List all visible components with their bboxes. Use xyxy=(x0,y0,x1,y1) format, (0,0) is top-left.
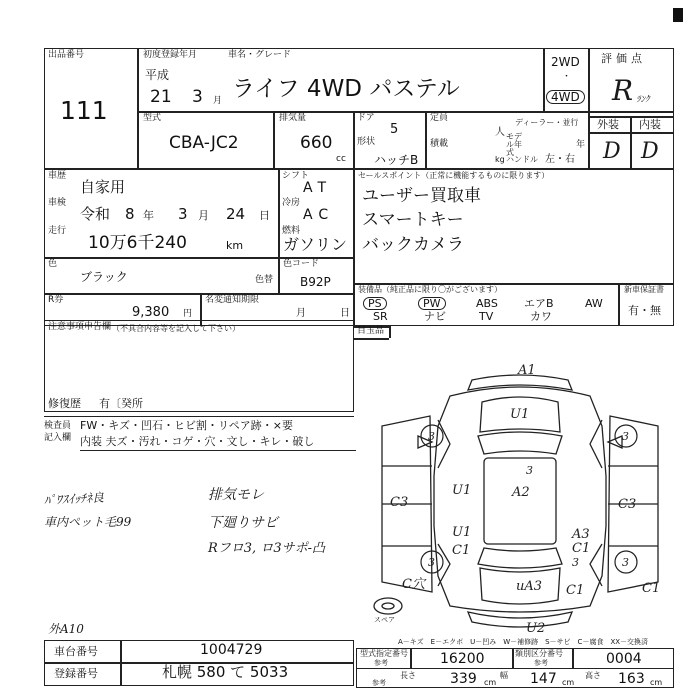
shaken-day-unit: 日 xyxy=(259,209,270,222)
disp-value: 660 xyxy=(300,133,333,153)
type-cert-sub: 参考 xyxy=(374,659,388,667)
fuel-value: ガソリン xyxy=(283,235,348,254)
mark-c3-right: C3 xyxy=(618,497,637,512)
hand-note-left-2: 車内ペット毛99 xyxy=(44,515,132,529)
mark-c1-bottom: C1 xyxy=(566,583,585,598)
shaken-era: 令和 xyxy=(80,205,111,223)
sales-points-label: セールスポイント（正常に機能するものに限ります） xyxy=(358,171,550,180)
shaken-year-unit: 年 xyxy=(143,209,154,222)
capacity-label: 定員 xyxy=(430,113,449,123)
shift-label: シフト xyxy=(282,171,310,181)
recycle-unit: 円 xyxy=(183,309,193,319)
reg-value: 札幌 580 て 5033 xyxy=(162,663,289,681)
color-label: 色 xyxy=(48,259,58,269)
mark-u1-hood: U1 xyxy=(510,407,530,422)
warranty-value: 有・無 xyxy=(628,304,661,317)
drive-dot: ・ xyxy=(562,72,572,82)
mark-3-rl: 3 xyxy=(428,556,435,569)
model-year-unit: 年 xyxy=(576,140,586,150)
sales-point-2: スマートキー xyxy=(362,210,464,230)
notes-frame xyxy=(44,320,354,412)
warranty-label: 新車保証書 xyxy=(624,285,664,294)
ac-value: AC xyxy=(303,207,335,223)
recycle-label: R券 xyxy=(48,295,64,305)
fuel-label: 燃料 xyxy=(282,226,301,236)
repair-value: 有〔癸所 xyxy=(99,397,143,410)
disp-unit: cc xyxy=(336,154,346,164)
sales-point-1: ユーザー買取車 xyxy=(362,186,481,206)
capacity-unit: 人 xyxy=(495,127,505,138)
roof xyxy=(484,458,556,544)
rear-window xyxy=(478,548,562,568)
type-cert-value: 16200 xyxy=(440,651,485,667)
shift-value: AT xyxy=(303,180,333,196)
eval-label: 評価点 xyxy=(601,52,646,65)
load-label: 積載 xyxy=(430,139,449,149)
dim-sub: 参考 xyxy=(372,679,386,687)
windshield xyxy=(478,432,562,454)
first-reg-label: 初度登録年月 xyxy=(143,50,198,60)
rear-bumper xyxy=(468,612,572,627)
mark-3-front-b: 3 xyxy=(526,464,533,477)
mark-c3-left: C3 xyxy=(390,495,409,510)
month-unit: 月 xyxy=(213,96,223,106)
equip-sr: SR xyxy=(373,310,388,323)
mark-3-rr: 3 xyxy=(622,556,629,569)
interior-label: 内装 xyxy=(639,118,661,131)
length-value: 339 xyxy=(450,671,477,687)
model-year-label: モデル年式 xyxy=(506,132,522,157)
first-reg-month: 3 xyxy=(192,87,203,107)
type-value: CBA-JC2 xyxy=(169,133,239,153)
spare-tire xyxy=(374,598,402,614)
color-value: ブラック xyxy=(80,270,128,284)
handle-value: 左・右 xyxy=(545,154,575,165)
color-change-label: 色替 xyxy=(255,275,274,285)
height-unit: cm xyxy=(650,678,663,687)
mark-3-fl: 3 xyxy=(428,430,435,443)
shaken-month-unit: 月 xyxy=(198,209,209,222)
equip-airbag: エアB xyxy=(524,297,554,310)
mark-a3: A3 xyxy=(572,527,590,542)
chassis-value: 1004729 xyxy=(200,642,263,658)
exterior-grade: D xyxy=(603,139,621,164)
notice-month: 月 xyxy=(296,308,306,319)
exterior-label: 外装 xyxy=(597,118,619,131)
type-cert-label: 型式指定番号 xyxy=(360,649,408,658)
equip-pw: PW xyxy=(418,297,446,310)
shape-label: 形状 xyxy=(357,137,376,147)
equip-ps: PS xyxy=(363,297,387,310)
mark-u1-left: U1 xyxy=(452,483,472,498)
class-value: 0004 xyxy=(606,651,642,667)
shaken-day: 24 xyxy=(226,205,246,223)
hand-stamp: 外A10 xyxy=(48,622,84,636)
first-reg-year: 21 xyxy=(150,87,172,107)
eval-sub: ﾗﾝｸ xyxy=(636,95,650,105)
mark-c1-left: C1 xyxy=(452,543,471,558)
lot-label: 出品番号 xyxy=(48,50,85,60)
mark-3-rear-b: 3 xyxy=(572,556,579,569)
shaken-month: 3 xyxy=(178,205,188,223)
width-value: 147 xyxy=(530,671,557,687)
shaken-year: 8 xyxy=(125,205,135,223)
era: 平成 xyxy=(145,68,170,82)
chassis-label: 車台番号 xyxy=(54,645,98,658)
mark-a1: A1 xyxy=(518,363,536,378)
disp-label: 排気量 xyxy=(279,113,307,123)
hand-note-right-1: 排気モレ xyxy=(208,487,264,503)
sales-point-3: バックカメラ xyxy=(362,235,464,255)
doors-value: 5 xyxy=(390,122,399,137)
history-value: 自家用 xyxy=(80,178,126,196)
mark-spare: スペア xyxy=(374,616,395,624)
class-sub: 参考 xyxy=(534,659,548,667)
model-name: ライフ 4WD パステル xyxy=(232,76,460,102)
equip-navi: ナビ xyxy=(424,310,446,323)
mark-c-hole: C穴 xyxy=(402,577,425,592)
reg-label: 登録番号 xyxy=(54,667,98,680)
doors-label: ドア xyxy=(357,113,375,123)
recycle-value: 9,380 xyxy=(132,305,170,320)
hand-note-left-1: ﾊﾟﾜｽｲｯﾁﾈ良 xyxy=(43,490,105,508)
mark-u1-lower: U1 xyxy=(452,525,472,540)
class-label: 類別区分番号 xyxy=(515,649,563,658)
check-label: 検査員 xyxy=(44,421,72,431)
height-label: 高さ xyxy=(585,671,601,680)
notice-day: 日 xyxy=(340,308,350,319)
eval-score: R xyxy=(612,74,634,107)
handle-label: ハンドル xyxy=(506,155,538,164)
mileage-unit: km xyxy=(226,239,244,252)
width-label: 幅 xyxy=(500,671,508,680)
repair-label: 修復歴 xyxy=(48,397,81,410)
type-label: 型式 xyxy=(143,113,162,123)
mark-c1-right: C1 xyxy=(572,541,591,556)
mark-3-fr: 3 xyxy=(622,430,629,443)
eye-label: 目玉品 xyxy=(357,326,385,336)
notes-sub-label: （不具合内容等を記入して下さい） xyxy=(112,324,240,333)
interior-grade: D xyxy=(641,139,659,164)
lot-number: 111 xyxy=(60,96,108,125)
color-code-value: B92P xyxy=(300,275,331,289)
hand-note-right-3: Rフロ3, ロ3サポ-凸 xyxy=(208,541,325,556)
width-unit: cm xyxy=(562,678,575,687)
equip-aw: AW xyxy=(585,297,603,310)
diagram-legend: A－キズ E－エクボ U－凹み W－補修跡 S－サビ C－腐食 XX－交換済 xyxy=(398,638,649,646)
load-unit: kg xyxy=(495,155,505,164)
mark-ua3: uA3 xyxy=(516,579,543,594)
dealer-label: ディーラー・並行 xyxy=(515,118,579,127)
length-label: 長さ xyxy=(400,671,416,680)
mileage-value: 10万6千240 xyxy=(88,233,187,253)
notice-label: 名変通知期限 xyxy=(205,295,260,305)
equipment-label: 装備品（純正品に限り〇がございます） xyxy=(358,285,502,294)
color-code-label: 色コード xyxy=(283,259,320,269)
shape-value: ハッチB xyxy=(374,153,419,167)
check-row-2: 内装 夫ズ・汚れ・コゲ・穴・文し・キレ・破し xyxy=(80,435,315,448)
history-label: 車歴 xyxy=(48,171,67,181)
mark-c1-far: C1 xyxy=(642,581,661,596)
shaken-label: 車検 xyxy=(48,198,67,208)
height-value: 163 xyxy=(618,671,645,687)
ac-label: 冷房 xyxy=(282,198,301,208)
car-diagram xyxy=(360,356,678,642)
mark-u2: U2 xyxy=(526,621,546,636)
mark-a2: A2 xyxy=(512,485,530,500)
equip-abs: ABS xyxy=(476,297,498,310)
check-row-1: FW・キズ・凹石・ヒビ割・リペア跡・×要 xyxy=(80,419,293,432)
record-label: 記入欄 xyxy=(44,433,72,443)
equip-tv: TV xyxy=(479,310,494,323)
corner-mark xyxy=(673,8,683,22)
equip-leather: カワ xyxy=(530,310,552,323)
model-grade-label: 車名・グレード xyxy=(228,50,292,60)
hand-note-right-2: 下廻りサビ xyxy=(208,515,278,531)
notes-label: 注意事項申告欄 xyxy=(48,322,112,332)
drive-2wd: 2WD xyxy=(551,55,580,69)
length-unit: cm xyxy=(484,678,497,687)
drive-4wd: 4WD xyxy=(546,90,585,104)
mileage-label: 走行 xyxy=(48,226,67,236)
